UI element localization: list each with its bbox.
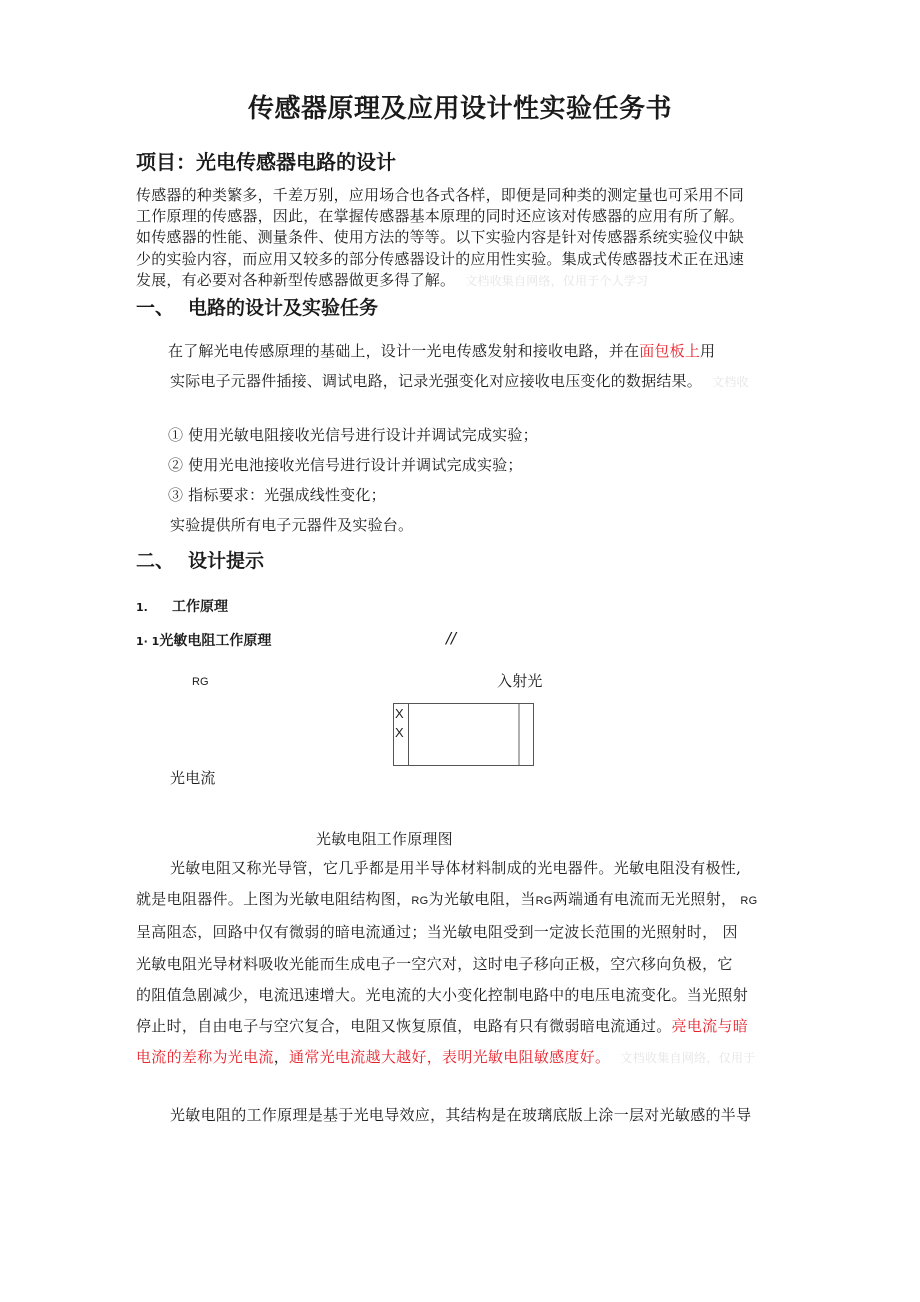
diagram-x-mark: X <box>395 725 404 740</box>
body-highlight: 通常光电流越大越好，表明光敏电阻敏感度好。 <box>289 1048 611 1067</box>
task-line-1 <box>168 340 715 361</box>
body-line: 光敏电阻光导材料吸收光能而生成电子一空穴对，这时电子移向正极，空穴移向负极，它 <box>136 954 733 973</box>
body-highlight: 电流的差称为光电流 <box>136 1048 274 1067</box>
body-line: 光敏电阻又称光导管，它几乎都是用半导体材料制成的光电器件。光敏电阻没有极性, <box>170 859 742 877</box>
photoresistor-diagram <box>393 703 534 766</box>
body-text: 停止时，自由电子与空穴复合，电阻又恢复原值，电路有只有微弱暗电流通过。 <box>136 1017 672 1036</box>
task-text: 实际电子元器件插接、调试电路，记录光强变化对应接收电压变化的数据结果。 <box>170 372 703 390</box>
task-highlight: 面包板上 <box>639 342 701 360</box>
body-line: 的阻值急剧减少，电流迅速增大。光电流的大小变化控制电路中的电压电流变化。当光照射 <box>136 985 749 1004</box>
rg-label: RG <box>740 895 758 908</box>
subsection-1-heading <box>136 596 228 616</box>
rg-label: RG <box>411 895 429 908</box>
intro-paragraph <box>136 185 788 292</box>
subsection-1-title: 工作原理 <box>172 599 228 615</box>
body-text: ， <box>273 1048 290 1067</box>
subsection-1-1-title: 光敏电阻工作原理 <box>159 633 272 649</box>
body-line: 呈高阻态，回路中仅有微弱的暗电流通过；当光敏电阻受到一定波长范围的光照射时， 因 <box>136 923 738 942</box>
watermark-text: 文档收 <box>712 375 749 389</box>
subsection-1-number: 1. <box>136 601 148 614</box>
intro-line: 传感器的种类繁多，千差万别，应用场合也各式各样，即便是同种类的测定量也可采用不同 <box>136 186 745 204</box>
document-title: 传感器原理及应用设计性实验任务书 <box>247 94 672 124</box>
task-line-2 <box>170 370 749 391</box>
diagram-electrode-right <box>518 704 520 765</box>
provided-note: 实验提供所有电子元器件及实验台。 <box>170 516 414 534</box>
task-item-2: ② 使用光电池接收光信号进行设计并调试完成实验； <box>168 456 523 474</box>
intro-line: 工作原理的传感器，因此，在掌握传感器基本原理的同时还应该对传感器的应用有所了解。 <box>136 207 745 226</box>
body-text: 两端通有电流而无光照射， <box>552 890 737 909</box>
intro-line <box>136 270 788 292</box>
rg-label: RG <box>535 895 553 908</box>
diagram-label-rg: RG <box>192 676 209 688</box>
section-1-heading <box>136 293 378 320</box>
subsection-1-1-heading <box>136 630 271 650</box>
section-1-title: 电路的设计及实验任务 <box>188 297 379 319</box>
section-1-number: 一、 <box>136 297 175 319</box>
body-text: 为光敏电阻，当 <box>428 890 536 909</box>
diagram-x-mark: X <box>395 706 404 721</box>
subsection-1-1-number: 1· 1 <box>136 635 160 648</box>
slash-mark: // <box>446 629 457 647</box>
body-line <box>136 1042 796 1074</box>
section-2-number: 二、 <box>136 550 175 572</box>
body-highlight: 亮电流与暗 <box>671 1017 749 1036</box>
section-2-heading <box>136 546 264 573</box>
body-line <box>136 884 796 917</box>
intro-line-text: 发展，有必要对各种新型传感器做更多得了解。 <box>136 270 456 289</box>
body-text: 就是电阻器件。上图为光敏电阻结构图， <box>136 890 412 909</box>
task-text: 在了解光电传感原理的基础上，设计一光电传感发射和接收电路，并在 <box>168 342 640 360</box>
section-2-title: 设计提示 <box>188 550 265 572</box>
task-text: 用 <box>700 342 716 360</box>
task-item-3: ③ 指标要求：光强成线性变化； <box>168 486 386 504</box>
diagram-electrode-left <box>408 704 409 765</box>
watermark-text: 文档收集自网络，仅用于个人学习 <box>465 273 649 288</box>
task-item-1: ① 使用光敏电阻接收光信号进行设计并调试完成实验； <box>168 426 538 444</box>
diagram-caption: 光敏电阻工作原理图 <box>316 830 453 848</box>
body-line: 光敏电阻的工作原理是基于光电导效应，其结构是在玻璃底版上涂一层对光敏感的半导 <box>170 1106 752 1124</box>
photoresistor-description <box>136 853 796 1074</box>
body-line <box>136 1011 796 1042</box>
watermark-text: 文档收集自网络，仅用于 <box>620 1051 756 1066</box>
diagram-label-incident-light: 入射光 <box>497 672 543 690</box>
diagram-label-photocurrent: 光电流 <box>170 769 216 787</box>
project-heading: 项目：光电传感器电路的设计 <box>136 150 396 174</box>
intro-line: 如传感器的性能、测量条件、使用方法的等等。以下实验内容是针对传感器系统实验仪中缺 <box>136 228 745 247</box>
intro-line: 少的实验内容，而应用又较多的部分传感器设计的应用性实验。集成式传感器技术正在迅速 <box>136 249 745 268</box>
